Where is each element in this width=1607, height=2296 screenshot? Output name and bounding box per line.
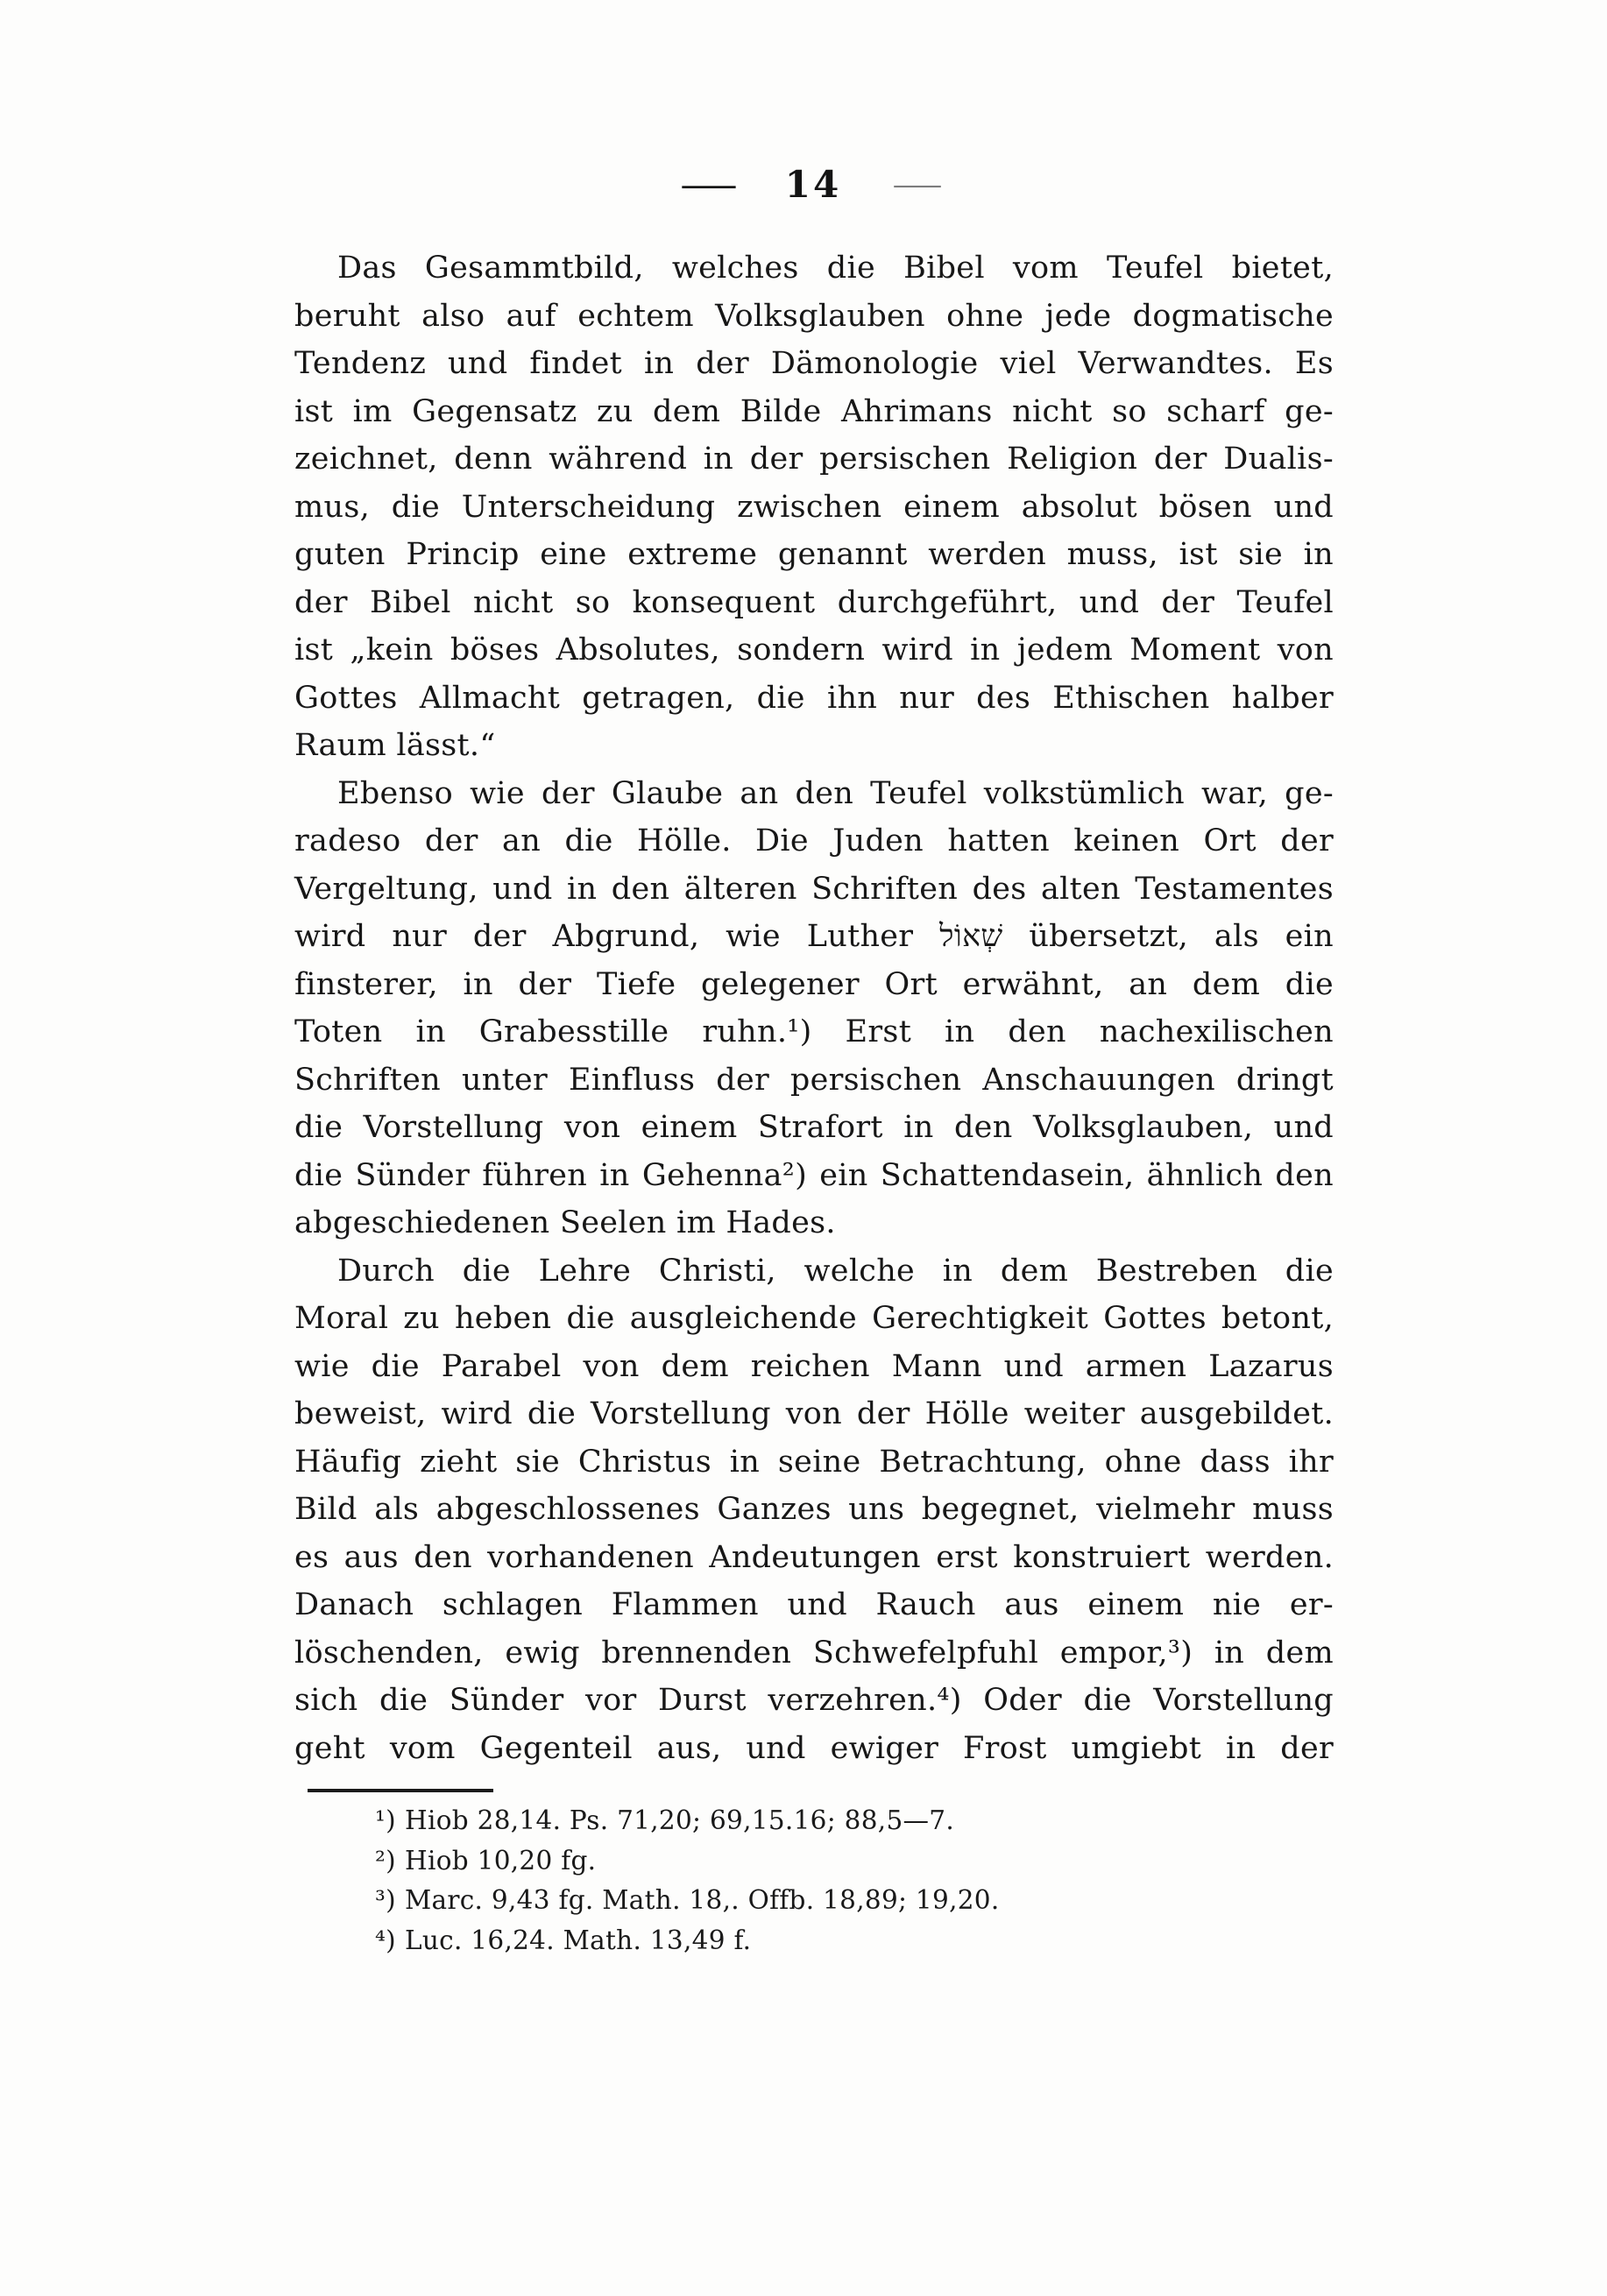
body-text-line: Ebenso wie der Glaube an den Teufel volkstümlich war, ge- [337,775,1334,811]
body-text-line: Das Gesammtbild, welches die Bibel vom Teufel bietet, [337,251,1334,286]
body-text-line: wird nur der Abgrund, wie Luther שְׁאוֹל übersetzt, als ein [294,919,1334,954]
body-text-line: finsterer, in der Tiefe gelegener Ort erwähnt, an dem die [294,966,1334,1002]
footnote-text: Hiob 10,20 fg. [404,1845,597,1876]
footnote-text: Luc. 16,24. Math. 13,49 f. [404,1925,752,1955]
body-text-line: sich die Sünder vor Durst verzehren.⁴) Oder die Vorstellung [294,1683,1334,1718]
body-text-line: Schriften unter Einfluss der persischen Anschauungen dringt [294,1062,1334,1098]
body-text-line: Gottes Allmacht getragen, die ihn nur des Ethischen halber [294,680,1334,716]
body-text-line: mus, die Unterscheidung zwischen einem absolut bösen und [294,489,1334,525]
footnote-separator-rule [308,1789,493,1792]
body-text-line: Vergeltung, und in den älteren Schriften des alten Testamentes [294,871,1334,907]
body-text-line: guten Princip eine extreme genannt werden muss, ist sie in [294,537,1334,572]
footnote-marker: ²) [375,1845,396,1876]
body-text-line: es aus den vorhandenen Andeutungen erst konstruiert werden. [294,1539,1334,1575]
body-text-line: geht vom Gegenteil aus, und ewiger Frost umgiebt in der [294,1730,1334,1766]
body-text-line: Durch die Lehre Christi, welche in dem Bestreben die [337,1253,1334,1289]
body-text-line: Tendenz und findet in der Dämonologie viel Verwandtes. Es [294,346,1334,381]
footnote [375,1841,1334,1882]
body-text-line: Moral zu heben die ausgleichende Gerechtigkeit Gottes betont, [294,1301,1334,1336]
footnote-marker: ⁴) [375,1925,396,1955]
body-text-line: ist im Gegensatz zu dem Bilde Ahrimans nicht so scharf ge- [294,393,1334,429]
body-text-line: Danach schlagen Flammen und Rauch aus einem nie er- [294,1587,1334,1622]
body-text-line: Toten in Grabesstille ruhn.¹) Erst in den nachexilischen [294,1014,1334,1049]
footnote [375,1921,1334,1961]
footnote-text: Marc. 9,43 fg. Math. 18,. Offb. 18,89; 19,20. [404,1885,1000,1915]
body-text-line: die Vorstellung von einem Strafort in den Volksglauben, und [294,1110,1334,1145]
body-text-line: löschenden, ewig brennenden Schwefelpfuhl empor,³) in dem [294,1635,1334,1671]
footnote-marker: ¹) [375,1805,396,1835]
body-text [294,244,1334,1772]
footnote-marker: ³) [375,1885,396,1915]
body-text-line: zeichnet, denn während in der persischen Religion der Dualis- [294,442,1334,477]
header-dash-right: — [891,166,943,202]
body-text-line: der Bibel nicht so konsequent durchgeführt, und der Teufel [294,584,1334,620]
body-text-line: Häufig zieht sie Christus in seine Betrachtung, ohne dass ihr [294,1444,1334,1480]
body-text-line: beruht also auf echtem Volksglauben ohne jede dogmatische [294,298,1334,334]
footnotes [375,1801,1334,1960]
body-text-line: beweist, wird die Vorstellung von der Hölle weiter ausgebildet. [294,1396,1334,1431]
body-text-line: abgeschiedenen Seelen im Hades. [294,1205,836,1240]
page-number: 14 [784,163,842,206]
footnote [375,1801,1334,1841]
page-header [294,163,1333,206]
body-text-line: ist „kein böses Absolutes, sondern wird in jedem Moment von [294,632,1334,668]
body-text-line: wie die Parabel von dem reichen Mann und armen Lazarus [294,1348,1334,1384]
body-text-line: Raum lässt.“ [294,728,496,763]
body-text-line: die Sünder führen in Gehenna²) ein Schattendasein, ähnlich den [294,1157,1334,1193]
footnote [375,1881,1334,1921]
body-text-line: Bild als abgeschlossenes Ganzes uns begegnet, vielmehr muss [294,1492,1334,1527]
header-dash-left: — [679,163,740,206]
body-text-line: radeso der an die Hölle. Die Juden hatten keinen Ort der [294,823,1334,858]
footnote-text: Hiob 28,14. Ps. 71,20; 69,15.16; 88,5—7. [404,1805,955,1835]
